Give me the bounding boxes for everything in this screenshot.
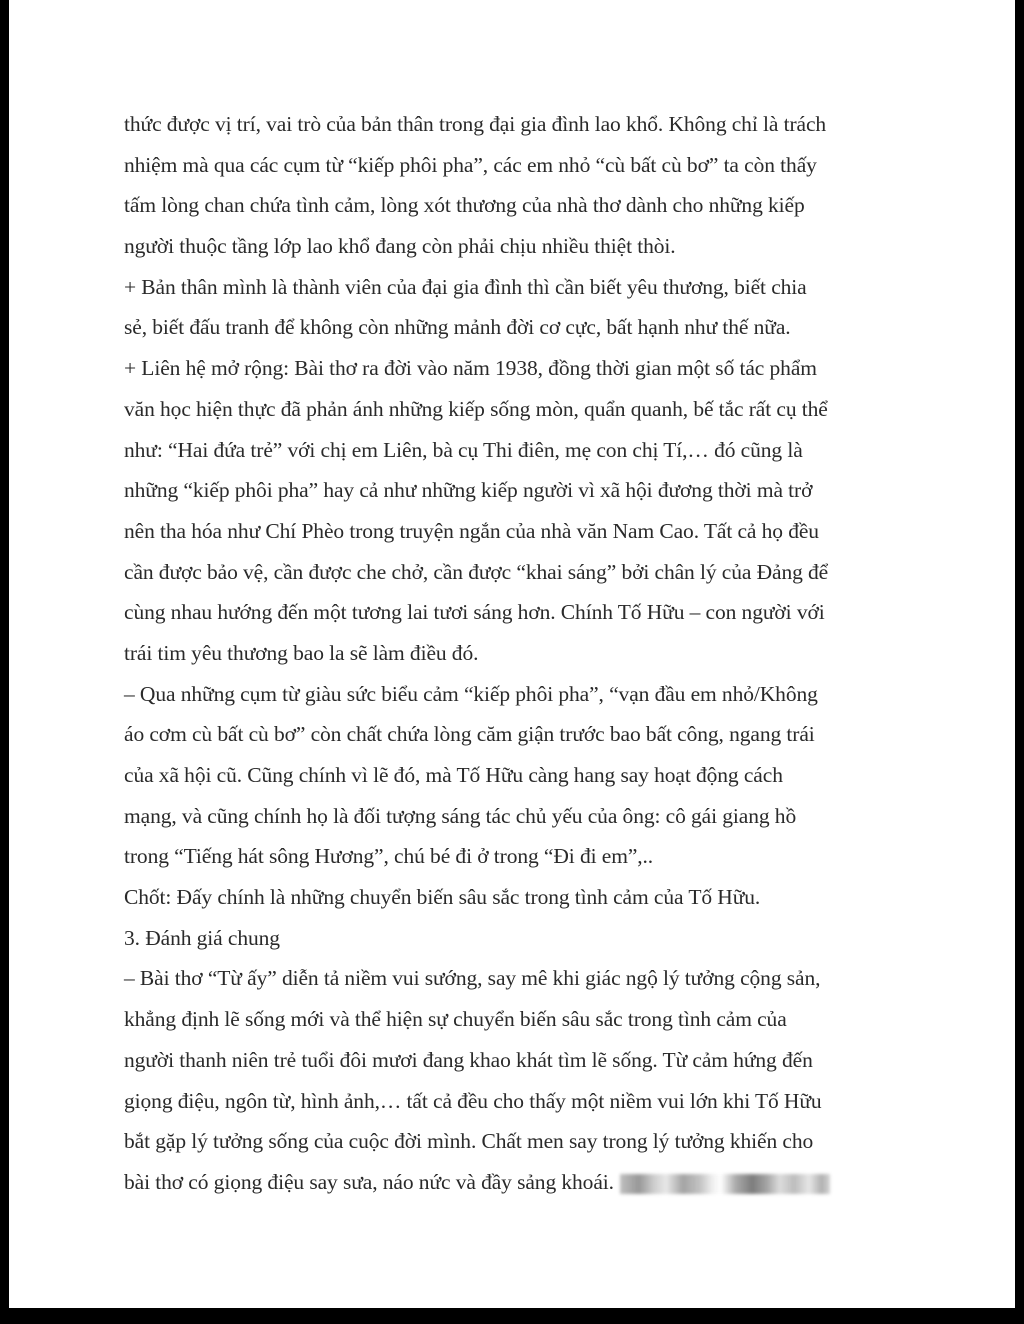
text-line: + Liên hệ mở rộng: Bài thơ ra đời vào năm 1938, đồng thời gian một số tác phẩm (124, 356, 817, 381)
text-line: thức được vị trí, vai trò của bản thân trong đại gia đình lao khổ. Không chỉ là trách (124, 112, 827, 136)
text-line: những “kiếp phôi pha” hay cả như những kiếp người vì xã hội đương thời mà trở (124, 478, 813, 503)
text-line: sẻ, biết đấu tranh để không còn những mảnh đời cơ cực, bất hạnh như thế nữa. (124, 315, 791, 340)
text-line: nhiệm mà qua các cụm từ “kiếp phôi pha”, các em nhỏ “cù bất cù bơ” ta còn thấy (124, 152, 817, 177)
text-line: tấm lòng chan chứa tình cảm, lòng xót thương của nhà thơ dành cho những kiếp (124, 193, 805, 218)
document-page (9, 0, 1015, 1308)
text-line: – Qua những cụm từ giàu sức biểu cảm “kiếp phôi pha”, “vạn đầu em nhỏ/Không (124, 681, 818, 706)
text-line: người thanh niên trẻ tuổi đôi mươi đang khao khát tìm lẽ sống. Từ cảm hứng đến (124, 1047, 813, 1072)
text-line: khẳng định lẽ sống mới và thể hiện sự chuyển biến sâu sắc trong tình cảm của (124, 1007, 787, 1032)
text-line: áo cơm cù bất cù bơ” còn chất chứa lòng căm giận trước bao bất công, ngang trái (124, 722, 815, 747)
text-line: trái tim yêu thương bao la sẽ làm điều đó. (124, 640, 479, 665)
section-heading: 3. Đánh giá chung (124, 925, 280, 950)
text-line: cùng nhau hướng đến một tương lai tươi sáng hơn. Chính Tố Hữu – con người với (124, 600, 825, 625)
text-line: trong “Tiếng hát sông Hương”, chú bé đi ở trong “Đi đi em”,.. (124, 844, 654, 869)
text-line: mạng, và cũng chính họ là đối tượng sáng tác chủ yếu của ông: cô gái giang hồ (124, 803, 797, 828)
text-line: bài thơ có giọng điệu say sưa, náo nức và đầy sảng khoái. (124, 1169, 614, 1194)
pixelated-watermark (620, 1174, 830, 1194)
text-line: của xã hội cũ. Cũng chính vì lẽ đó, mà Tố Hữu càng hang say hoạt động cách (124, 763, 783, 787)
text-line: văn học hiện thực đã phản ánh những kiếp sống mòn, quẩn quanh, bế tắc rất cụ thể (124, 396, 828, 421)
text-line: như: “Hai đứa trẻ” với chị em Liên, bà cụ Thi điên, mẹ con chị Tí,… đó cũng là (124, 437, 803, 462)
last-line (124, 1162, 924, 1203)
text-line: cần được bảo vệ, cần được che chở, cần được “khai sáng” bởi chân lý của Đảng để (124, 559, 829, 584)
text-line: Chốt: Đấy chính là những chuyển biến sâu sắc trong tình cảm của Tố Hữu. (124, 885, 761, 910)
text-line: nên tha hóa như Chí Phèo trong truyện ngắn của nhà văn Nam Cao. Tất cả họ đều (124, 518, 819, 543)
text-line: giọng điệu, ngôn từ, hình ảnh,… tất cả đều cho thấy một niềm vui lớn khi Tố Hữu (124, 1088, 822, 1113)
text-line: – Bài thơ “Từ ấy” diễn tả niềm vui sướng, say mê khi giác ngộ lý tưởng cộng sản, (124, 966, 821, 991)
text-line: người thuộc tầng lớp lao khổ đang còn phải chịu nhiều thiệt thòi. (124, 234, 676, 259)
document-body (124, 104, 924, 1203)
text-line: + Bản thân mình là thành viên của đại gia đình thì cần biết yêu thương, biết chia (124, 274, 807, 299)
text-line: bắt gặp lý tưởng sống của cuộc đời mình. Chất men say trong lý tưởng khiến cho (124, 1129, 814, 1154)
